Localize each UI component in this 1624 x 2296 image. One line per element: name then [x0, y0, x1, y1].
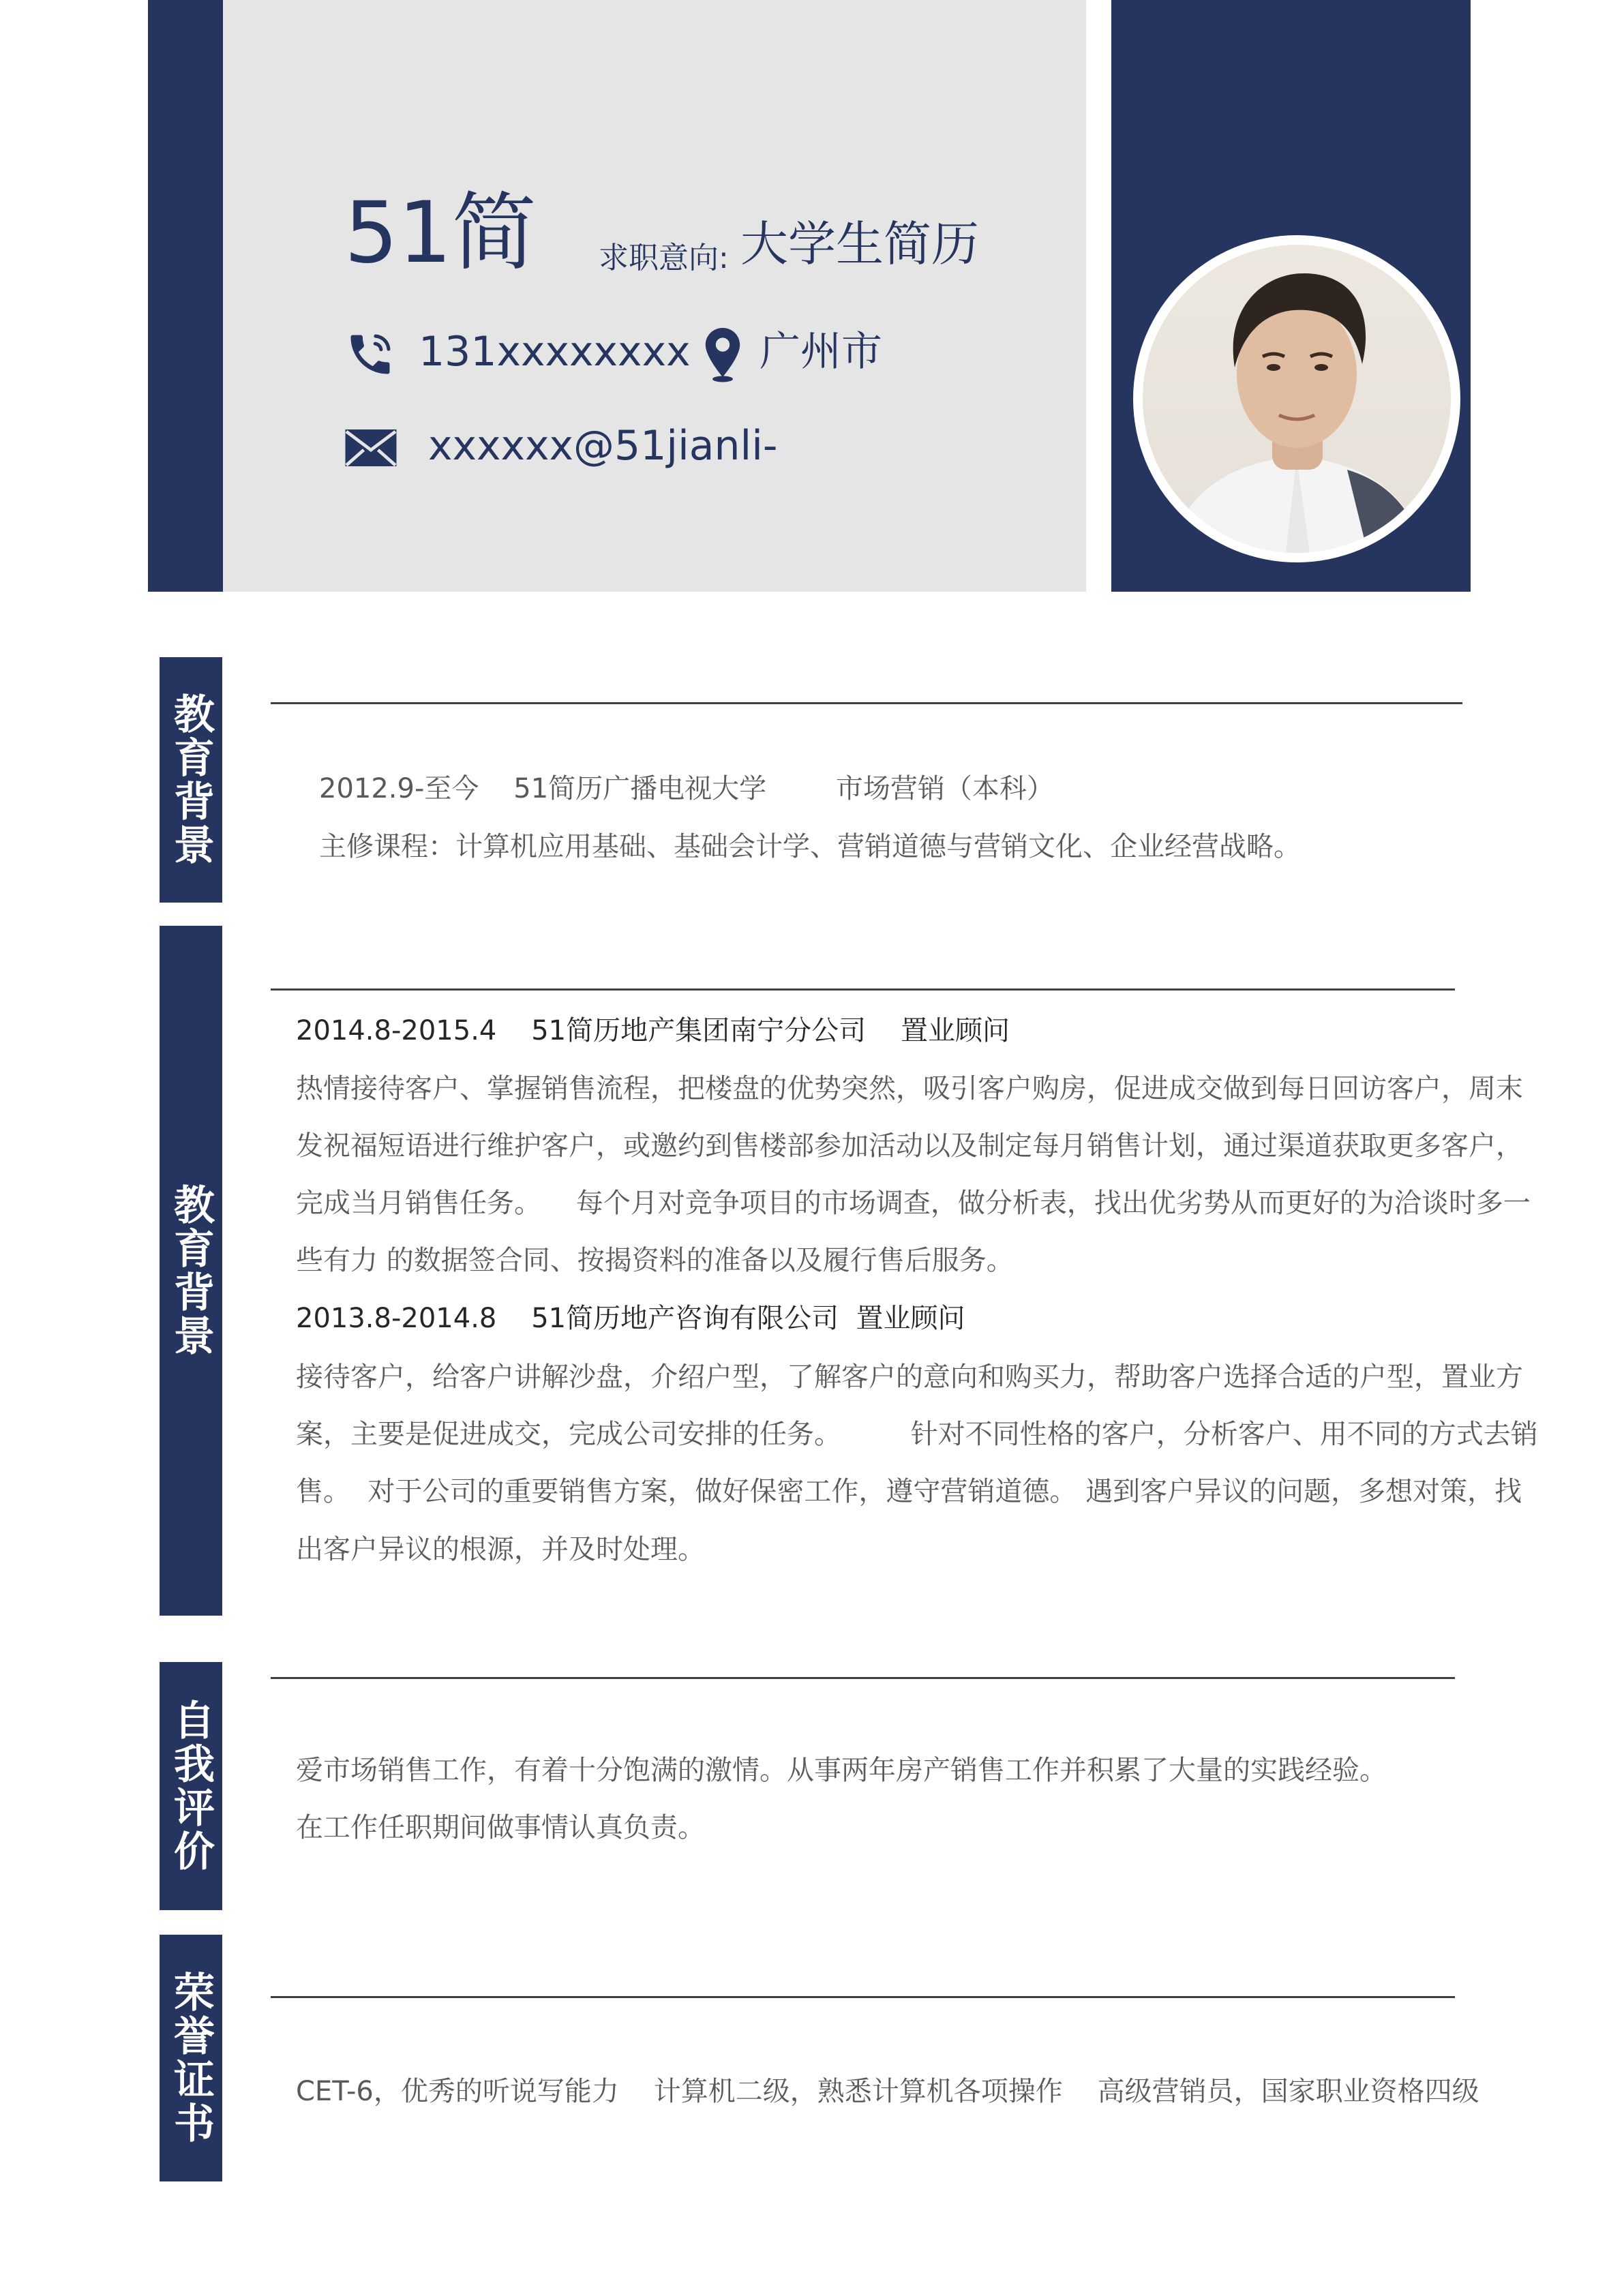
job-2-heading: 2013.8-2014.8 51简历地产咨询有限公司 置业顾问: [296, 1303, 965, 1334]
email-address: xxxxxx@51jianli-: [428, 422, 778, 470]
section-divider: [271, 1996, 1455, 1998]
section-label-experience: 教育背景: [160, 926, 222, 1616]
education-entry: 2012.9-至今 51简历广播电视大学 市场营销（本科）: [319, 773, 1054, 804]
profile-photo: [1143, 245, 1451, 553]
job-1-line: 完成当月销售任务。 每个月对竞争项目的市场调查，做分析表，找出优劣势从而更好的为洽谈时多一: [296, 1188, 1531, 1219]
section-divider: [271, 988, 1455, 991]
job-2-line: 售。 对于公司的重要销售方案，做好保密工作，遵守营销道德。 遇到客户异议的问题，多想对策，找: [296, 1476, 1522, 1507]
section-label-self-evaluation: 自我评价: [160, 1662, 222, 1910]
job-1-line: 发祝福短语进行维护客户，或邀约到售楼部参加活动以及制定每月销售计划，通过渠道获取更多客户，: [296, 1130, 1523, 1162]
job-intent-value: 大学生简历: [740, 216, 979, 272]
city: 广州市: [760, 328, 882, 376]
job-intent-label: 求职意向:: [599, 241, 729, 275]
location-pin-icon: [702, 326, 743, 383]
section-label-honors: 荣誉证书: [160, 1935, 222, 2181]
section-divider: [271, 702, 1462, 704]
education-courses: 主修课程：计算机应用基础、基础会计学、营销道德与营销文化、企业经营战略。: [319, 831, 1301, 862]
section-label-education: 教育背景: [160, 657, 222, 903]
job-1-line: 些有力 的数据签合同、按揭资料的准备以及履行售后服务。: [296, 1245, 1014, 1276]
section-divider: [271, 1677, 1455, 1679]
job-2-line: 接待客户，给客户讲解沙盘，介绍户型，了解客户的意向和购买力，帮助客户选择合适的户型，置业方: [296, 1361, 1523, 1393]
job-2-line: 出客户异议的根源，并及时处理。: [296, 1534, 705, 1565]
header-left-bar: [148, 0, 223, 592]
phone-number: 131xxxxxxxx: [419, 328, 691, 376]
self-eval-line: 在工作任职期间做事情认真负责。: [296, 1812, 705, 1843]
job-2-line: 案，主要是促进成交，完成公司安排的任务。 针对不同性格的客户，分析客户、用不同的方式去销: [296, 1419, 1538, 1450]
header-panel: [223, 0, 1086, 592]
phone-icon: [344, 329, 396, 380]
honors-line: CET-6，优秀的听说写能力 计算机二级，熟悉计算机各项操作 高级营销员，国家职业资格四级: [296, 2076, 1479, 2107]
job-1-line: 热情接待客户、掌握销售流程，把楼盘的优势突然，吸引客户购房，促进成交做到每日回访客户，周末: [296, 1073, 1523, 1104]
self-eval-line: 爱市场销售工作，有着十分饱满的激情。从事两年房产销售工作并积累了大量的实践经验。: [296, 1755, 1387, 1786]
job-1-heading: 2014.8-2015.4 51简历地产集团南宁分公司 置业顾问: [296, 1015, 1010, 1046]
mail-icon: [344, 428, 397, 468]
candidate-name: 51简: [344, 184, 537, 282]
